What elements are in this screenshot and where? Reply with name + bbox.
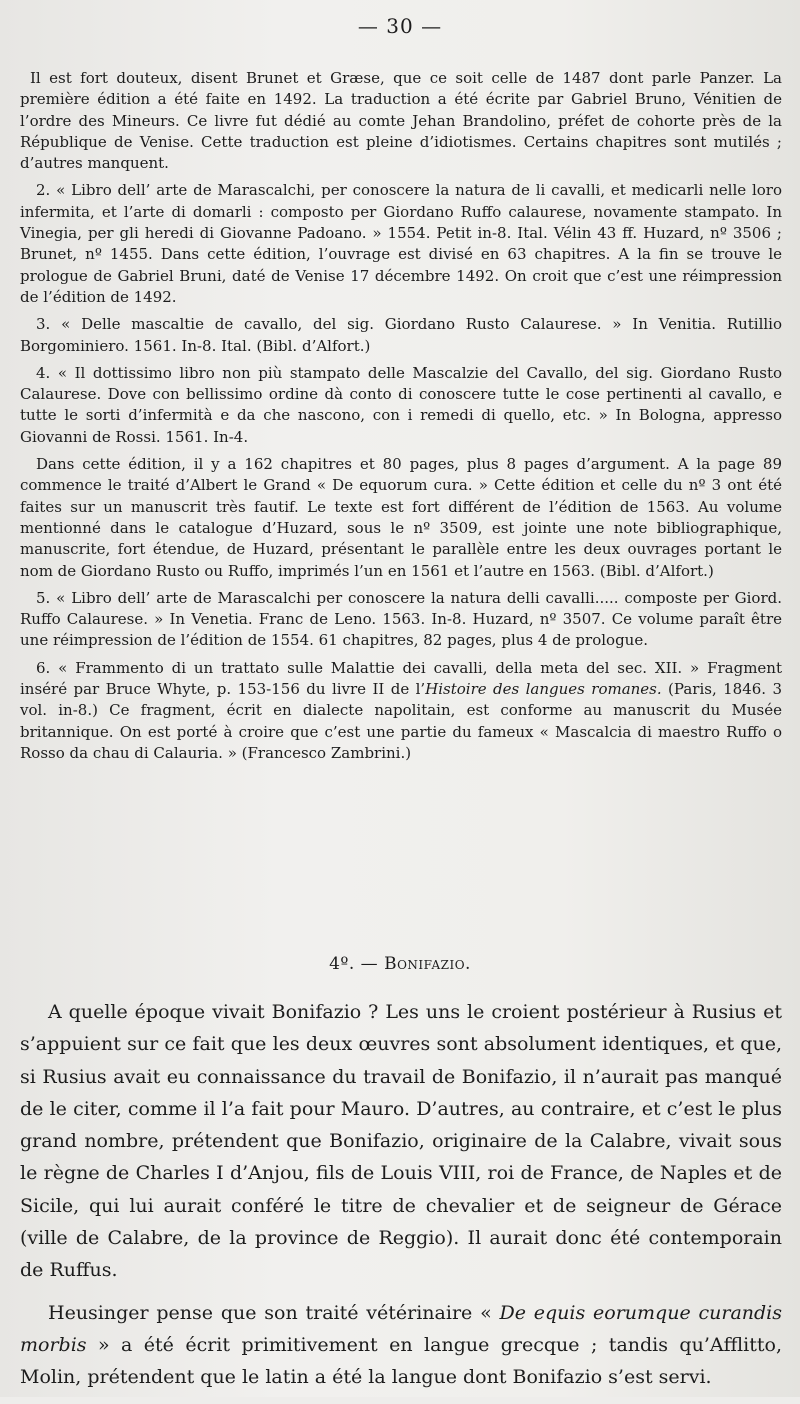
entry-6-frammento [20, 658, 782, 764]
entry-5-libro-marascalchi-1563: 5. « Libro dell’ arte de Marascalchi per conoscere la natura delli cavalli..... composte per Giord. Ruffo Calaurese. » In Venetia. Franc de Leno. 1563. In-8. Huzard, nº 3507. Ce volume paraît être une réimpression de l’édition de 1554. 61 chapitres, 82 pages, plus 4 de prologue. [20, 588, 782, 650]
heusinger-text-end: » a été écrit primitivement en langue grecque ; tandis qu’Afflitto, Molin, prétendent que le latin a été la langue dont Bonifazio s’est servi. [20, 1333, 782, 1389]
entry-4-dottissimo-libro: 4. « Il dottissimo libro non più stampato delle Mascalzie del Cavallo, del sig. Giordano Rusto Calaurese. Dove con bellissimo ordine dà conto di conoscere tutte le cose pertinenti al cavallo, e tutte le sorti d’infermità e da che nascono, con i remedi di quello, etc. » In Bologna, appresso Giovanni de Rossi. 1561. In-4. [20, 363, 782, 446]
paragraph-bonifazio-epoch: A quelle époque vivait Bonifazio ? Les uns le croient postérieur à Rusius et s’appuient sur ce fait que les deux œuvres sont absolument identiques, et que, si Rusius avait eu connaissance du travail de Bonifazio, il n’aurait pas manqué de le citer, comme il l’a fait pour Mauro. D’autres, au contraire, et c’est le plus grand nombre, prétendent que Bonifazio, originaire de la Calabre, vivait sous le règne de Charles I d’Anjou, fils de Louis VIII, roi de France, de Naples et de Sicile, qui lui aurait conféré le titre de chevalier et de seigneur de Gérace (ville de Calabre, de la province de Reggio). Il aurait donc été contemporain de Ruffus. [20, 1001, 782, 1282]
paragraph-edition-notes: Dans cette édition, il y a 162 chapitres et 80 pages, plus 8 pages d’argument. A la page 89 commence le traité d’Albert le Grand « De equorum cura. » Cette édition et celle du nº 3 ont été faites sur un manuscrit très fautif. Le texte est fort différent de l’édition de 1563. Au volume mentionné dans le catalogue d’Huzard, sous le nº 3509, est jointe une note bibliographique, manuscrite, fort étendue, de Huzard, présentant le parallèle entre les deux ouvrages portant le nom de Giordano Rusto ou Ruffo, imprimés l’un en 1561 et l’autre en 1563. (Bibl. d’Alfort.) [20, 455, 782, 580]
bibliography-section [20, 68, 782, 770]
heusinger-text-start: Heusinger pense que son traité vétérinaire « [48, 1301, 500, 1324]
entry-6-text-end: (Paris, 1846. 3 vol. in-8.) Ce fragment, écrit en dialecte napolitain, est conforme au manuscrit du Musée britannique. On est porté à croire que c’est une partie du fameux « Mascalcia di maestro Ruffo o Rosso da chau di Calauria. » (Francesco Zambrini.) [20, 680, 783, 762]
paragraph-heusinger [20, 1297, 782, 1394]
entry-2-libro-marascalchi-1554: 2. « Libro dell’ arte de Marascalchi, per conoscere la natura de li cavalli, et medicarli nelle loro infermita, et l’arte di domarli : composto per Giordano Ruffo calaurese, novamente stampato. In Vinegia, per gli heredi di Giovanne Padoano. » 1554. Petit in-8. Ital. Vélin 43 ff. Huzard, nº 3506 ; Brunet, nº 1455. Dans cette édition, l’ouvrage est divisé en 63 chapitres. A la fin se trouve le prologue de Gabriel Bruni, daté de Venise 17 décembre 1492. On croit que c’est une réimpression de l’édition de 1492. [20, 181, 782, 306]
entry-6-text-start: 6. « Frammento di un trattato sulle Malattie dei cavalli, della meta del sec. XII. » Fragment inséré par Bruce Whyte, p. 153-156 du livre II de l’ [20, 658, 782, 699]
section-number: 4º. — [329, 954, 385, 974]
bonifazio-section [20, 996, 782, 1404]
section-heading [0, 954, 800, 974]
section-title: Bonifazio. [384, 954, 471, 974]
entry-3-mascaltie-1561: 3. « Delle mascaltie de cavallo, del sig. Giordano Rusto Calaurese. » In Venitia. Rutillio Borgominiero. 1561. In-8. Ital. (Bibl. d’Alfort.) [20, 315, 782, 355]
entry-6-italic-title: Histoire des langues romanes. [425, 680, 662, 699]
page-number: — 30 — [357, 14, 443, 38]
heusinger-italic-title: De equis eorumque curandis morbis [20, 1301, 782, 1356]
paragraph-brunet-graese: Il est fort douteux, disent Brunet et Græse, que ce soit celle de 1487 dont parle Panzer. La première édition a été faite en 1492. La traduction a été écrite par Gabriel Bruno, Vénitien de l’ordre des Mineurs. Ce livre fut dédié au comte Jehan Brandolino, préfet de cohorte près de la République de Venise. Cette traduction est pleine d’idiotismes. Certains chapitres sont mutilés ; d’autres manquent. [20, 69, 782, 173]
